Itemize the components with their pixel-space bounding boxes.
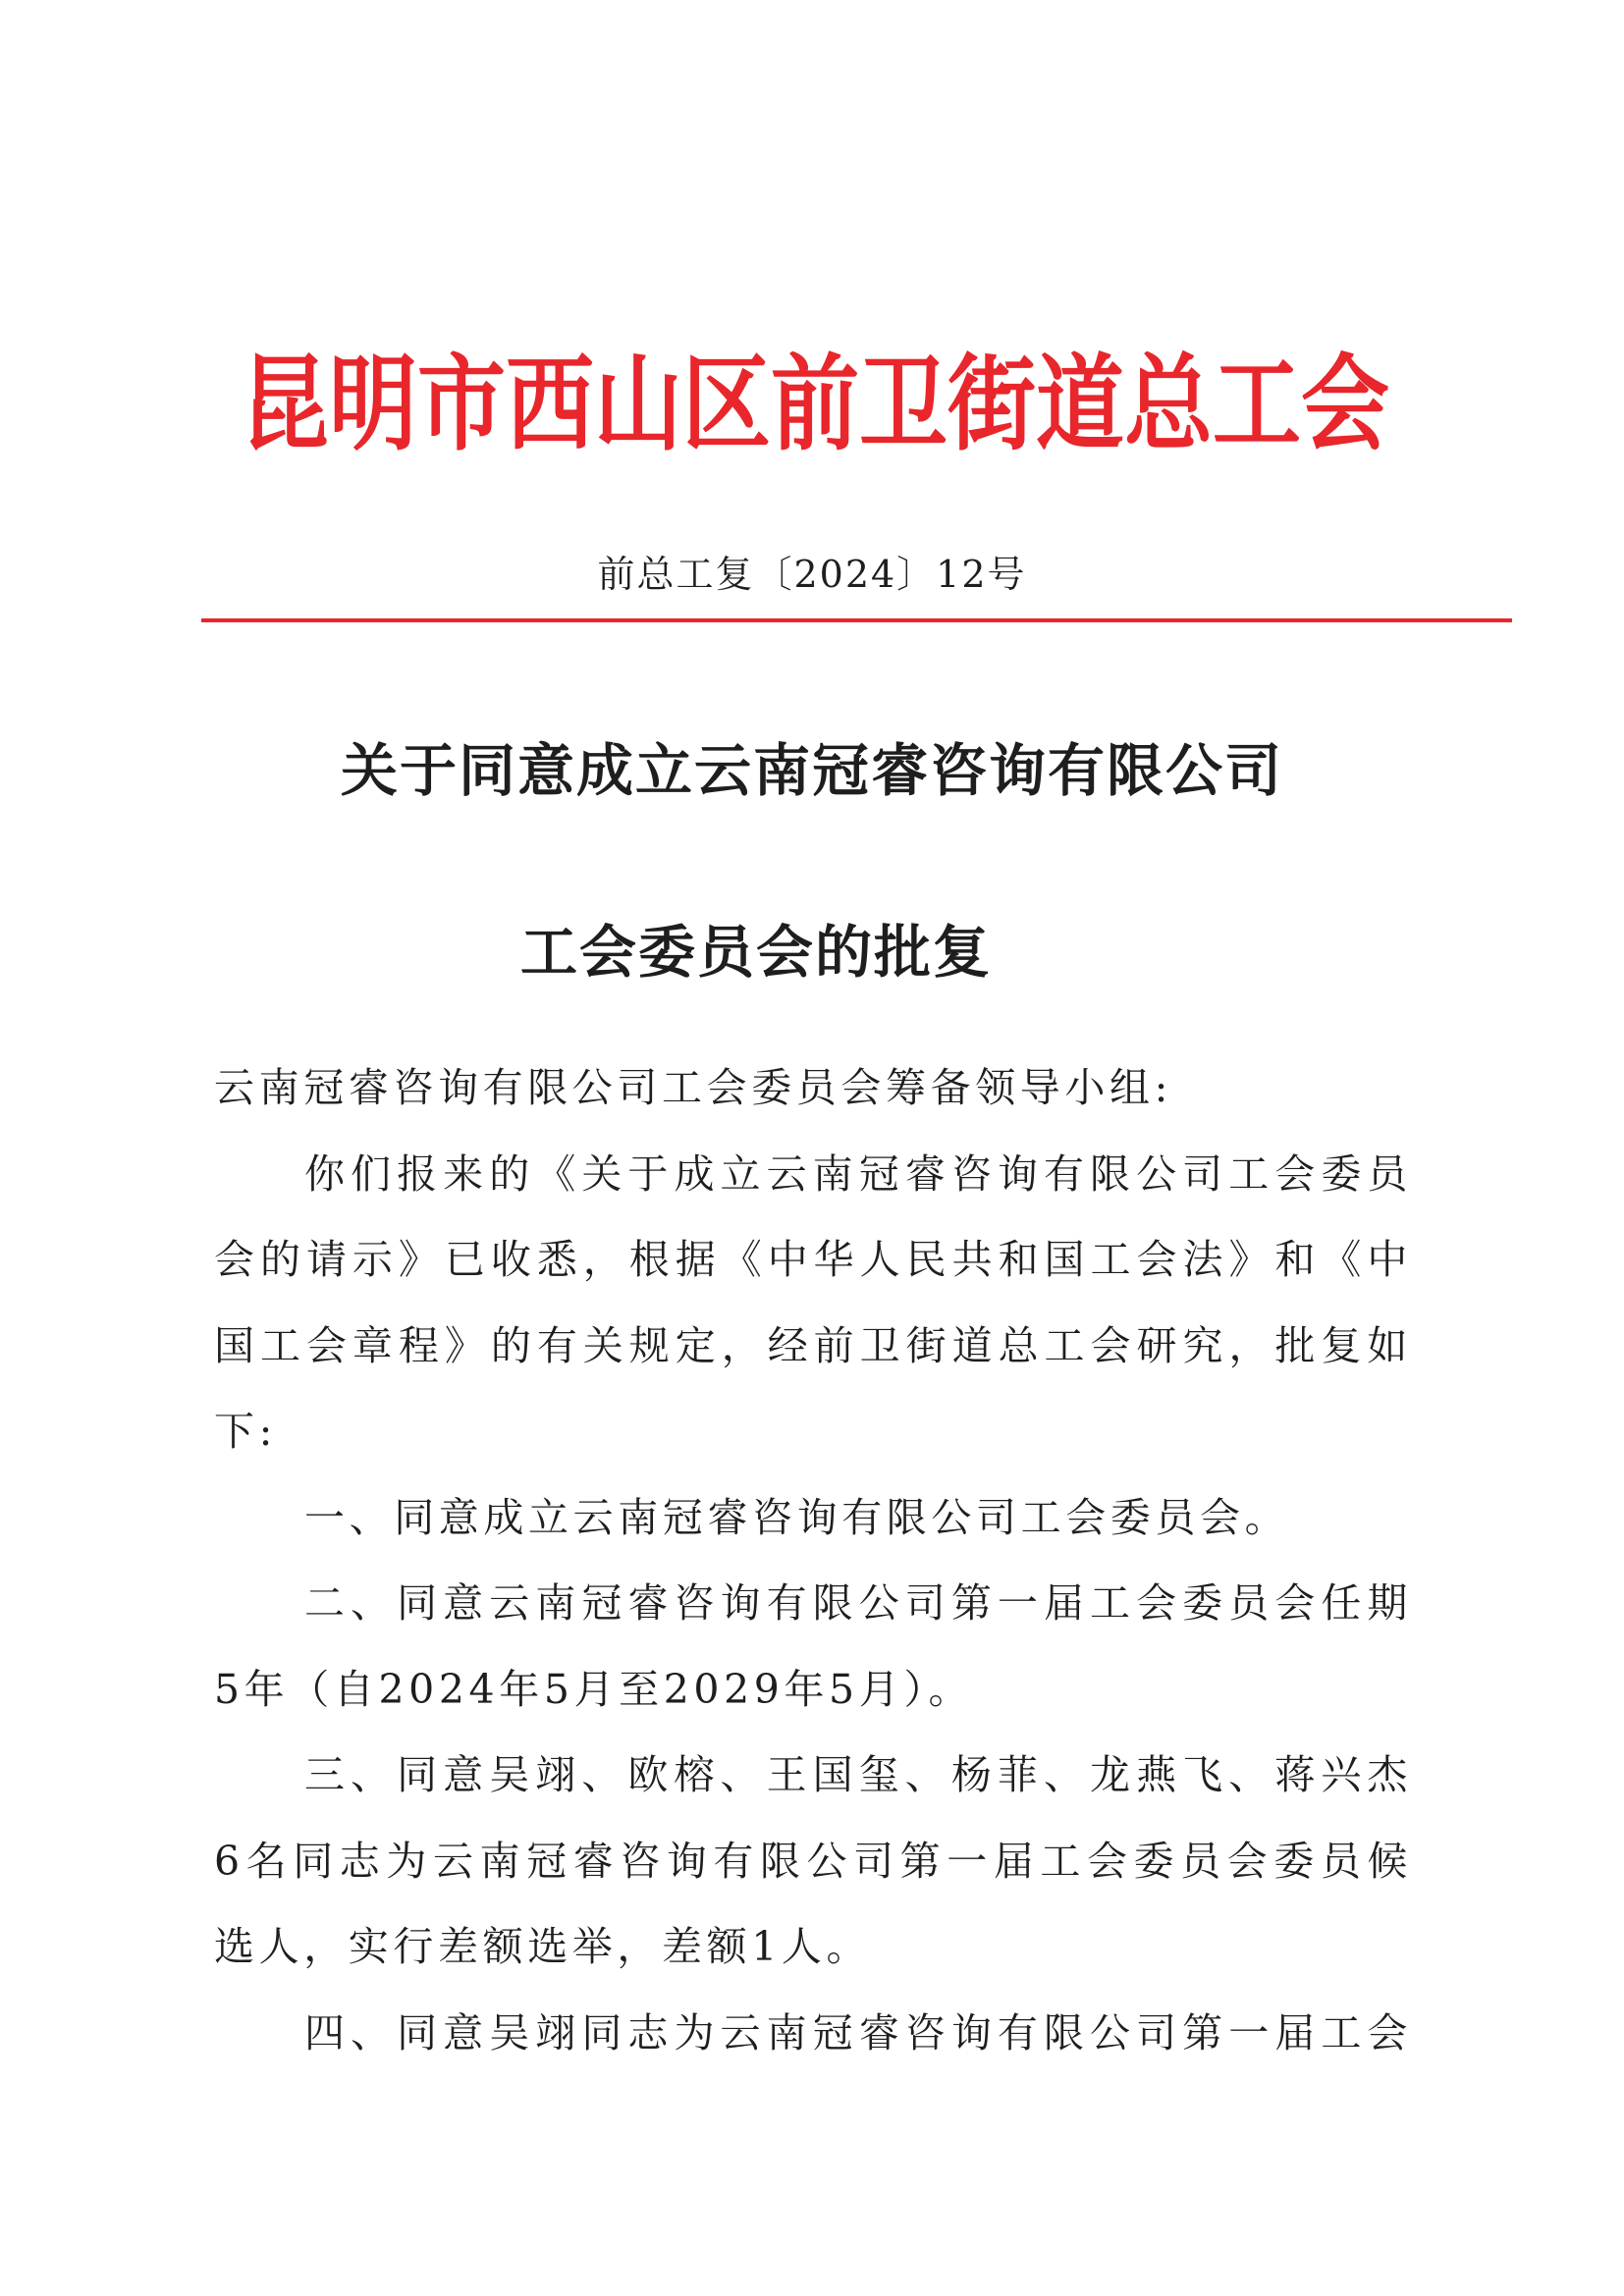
intro-paragraph — [214, 1132, 1412, 1475]
document-body — [214, 1045, 1412, 2076]
item-2-line: 二、同意云南冠睿咨询有限公司第一届工会委员会任期 — [304, 1579, 1412, 1627]
item-3-line: 6名同志为云南冠睿咨询有限公司第一届工会委员会委员候 — [214, 1837, 1412, 1885]
intro-line: 会的请示》已收悉，根据《中华人民共和国工会法》和《中 — [214, 1236, 1412, 1283]
item-1-paragraph — [214, 1475, 1412, 1562]
document-number: 前总工复〔2024〕12号 — [597, 553, 1027, 596]
item-3-line: 选人，实行差额选举，差额1人。 — [214, 1923, 872, 1970]
item-4-paragraph — [214, 1991, 1412, 2077]
item-3-paragraph — [214, 1733, 1412, 1991]
intro-line: 你们报来的《关于成立云南冠睿咨询有限公司工会委员 — [304, 1149, 1412, 1198]
masthead-organization-name: 昆明市西山区前卫街道总工会 — [241, 343, 1389, 466]
intro-line: 下: — [214, 1408, 278, 1455]
masthead-divider — [201, 618, 1512, 622]
item-3-line: 三、同意吴翊、欧榕、王国玺、杨菲、龙燕飞、蒋兴杰 — [304, 1751, 1412, 1798]
salutation-text: 云南冠睿咨询有限公司工会委员会筹备领导小组: — [214, 1064, 1173, 1111]
document-title-line-2: 工会委员会的批复 — [520, 919, 993, 986]
document-title-line-1: 关于同意成立云南冠睿咨询有限公司 — [340, 737, 1283, 804]
intro-line: 国工会章程》的有关规定，经前卫街道总工会研究，批复如 — [214, 1321, 1412, 1369]
salutation — [214, 1045, 1412, 1132]
item-2-line: 5年（自2024年5月至2029年5月）。 — [214, 1665, 974, 1713]
item-2-paragraph — [214, 1561, 1412, 1733]
item-1-line: 一、同意成立云南冠睿咨询有限公司工会委员会。 — [304, 1493, 1290, 1541]
item-4-line: 四、同意吴翊同志为云南冠睿咨询有限公司第一届工会 — [304, 2008, 1412, 2056]
